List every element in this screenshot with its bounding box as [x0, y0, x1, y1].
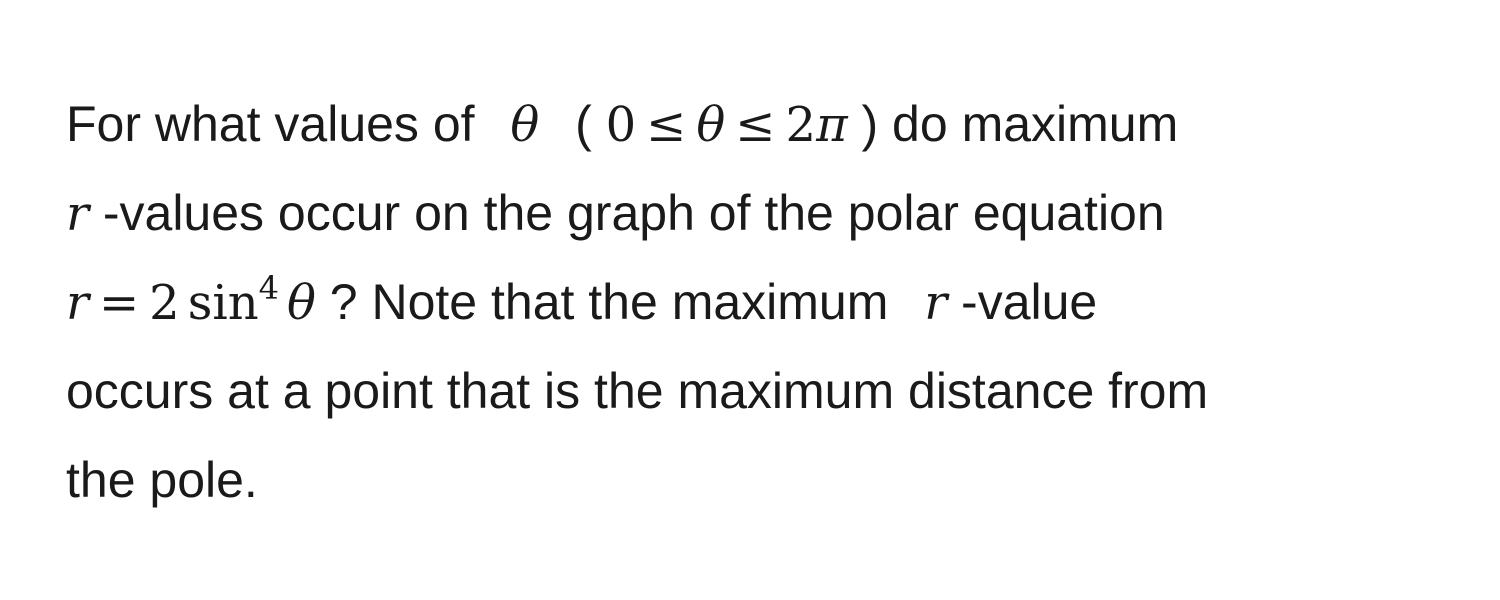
question-line-4: occurs at a point that is the maximum distance from [66, 363, 1209, 419]
equation-r: r [66, 275, 89, 331]
equation-coefficient: 2 [149, 275, 180, 331]
text-values-occur: -values occur on the graph of the polar equation [102, 185, 1165, 241]
equals-symbol: = [98, 275, 140, 331]
text-note-maximum: ? Note that the maximum [329, 274, 889, 330]
question-line-5: the pole. [66, 452, 258, 508]
pi-symbol: π [816, 97, 848, 153]
polar-equation [66, 269, 316, 331]
equation-theta: θ [286, 275, 316, 331]
r-symbol-2: r [924, 275, 948, 331]
le-symbol-1: ≤ [646, 97, 687, 153]
theta-symbol: θ [510, 97, 540, 153]
interval-coefficient: 2 [785, 97, 817, 153]
interval-theta: θ [696, 97, 726, 153]
r-symbol: r [66, 186, 89, 242]
interval-expression [606, 97, 848, 153]
exponent: 4 [258, 269, 279, 307]
sin-function: sin [187, 275, 259, 331]
question-text [66, 80, 1446, 525]
question-line-3 [66, 258, 1446, 347]
text-do-maximum: ) do maximum [861, 96, 1179, 152]
text-for-what-values: For what values of [66, 96, 475, 152]
open-paren: ( [575, 96, 592, 152]
text-value: -value [961, 274, 1098, 330]
le-symbol-2: ≤ [735, 97, 776, 153]
question-line-1 [66, 80, 1446, 169]
interval-lower: 0 [605, 97, 637, 153]
question-line-2 [66, 169, 1446, 258]
